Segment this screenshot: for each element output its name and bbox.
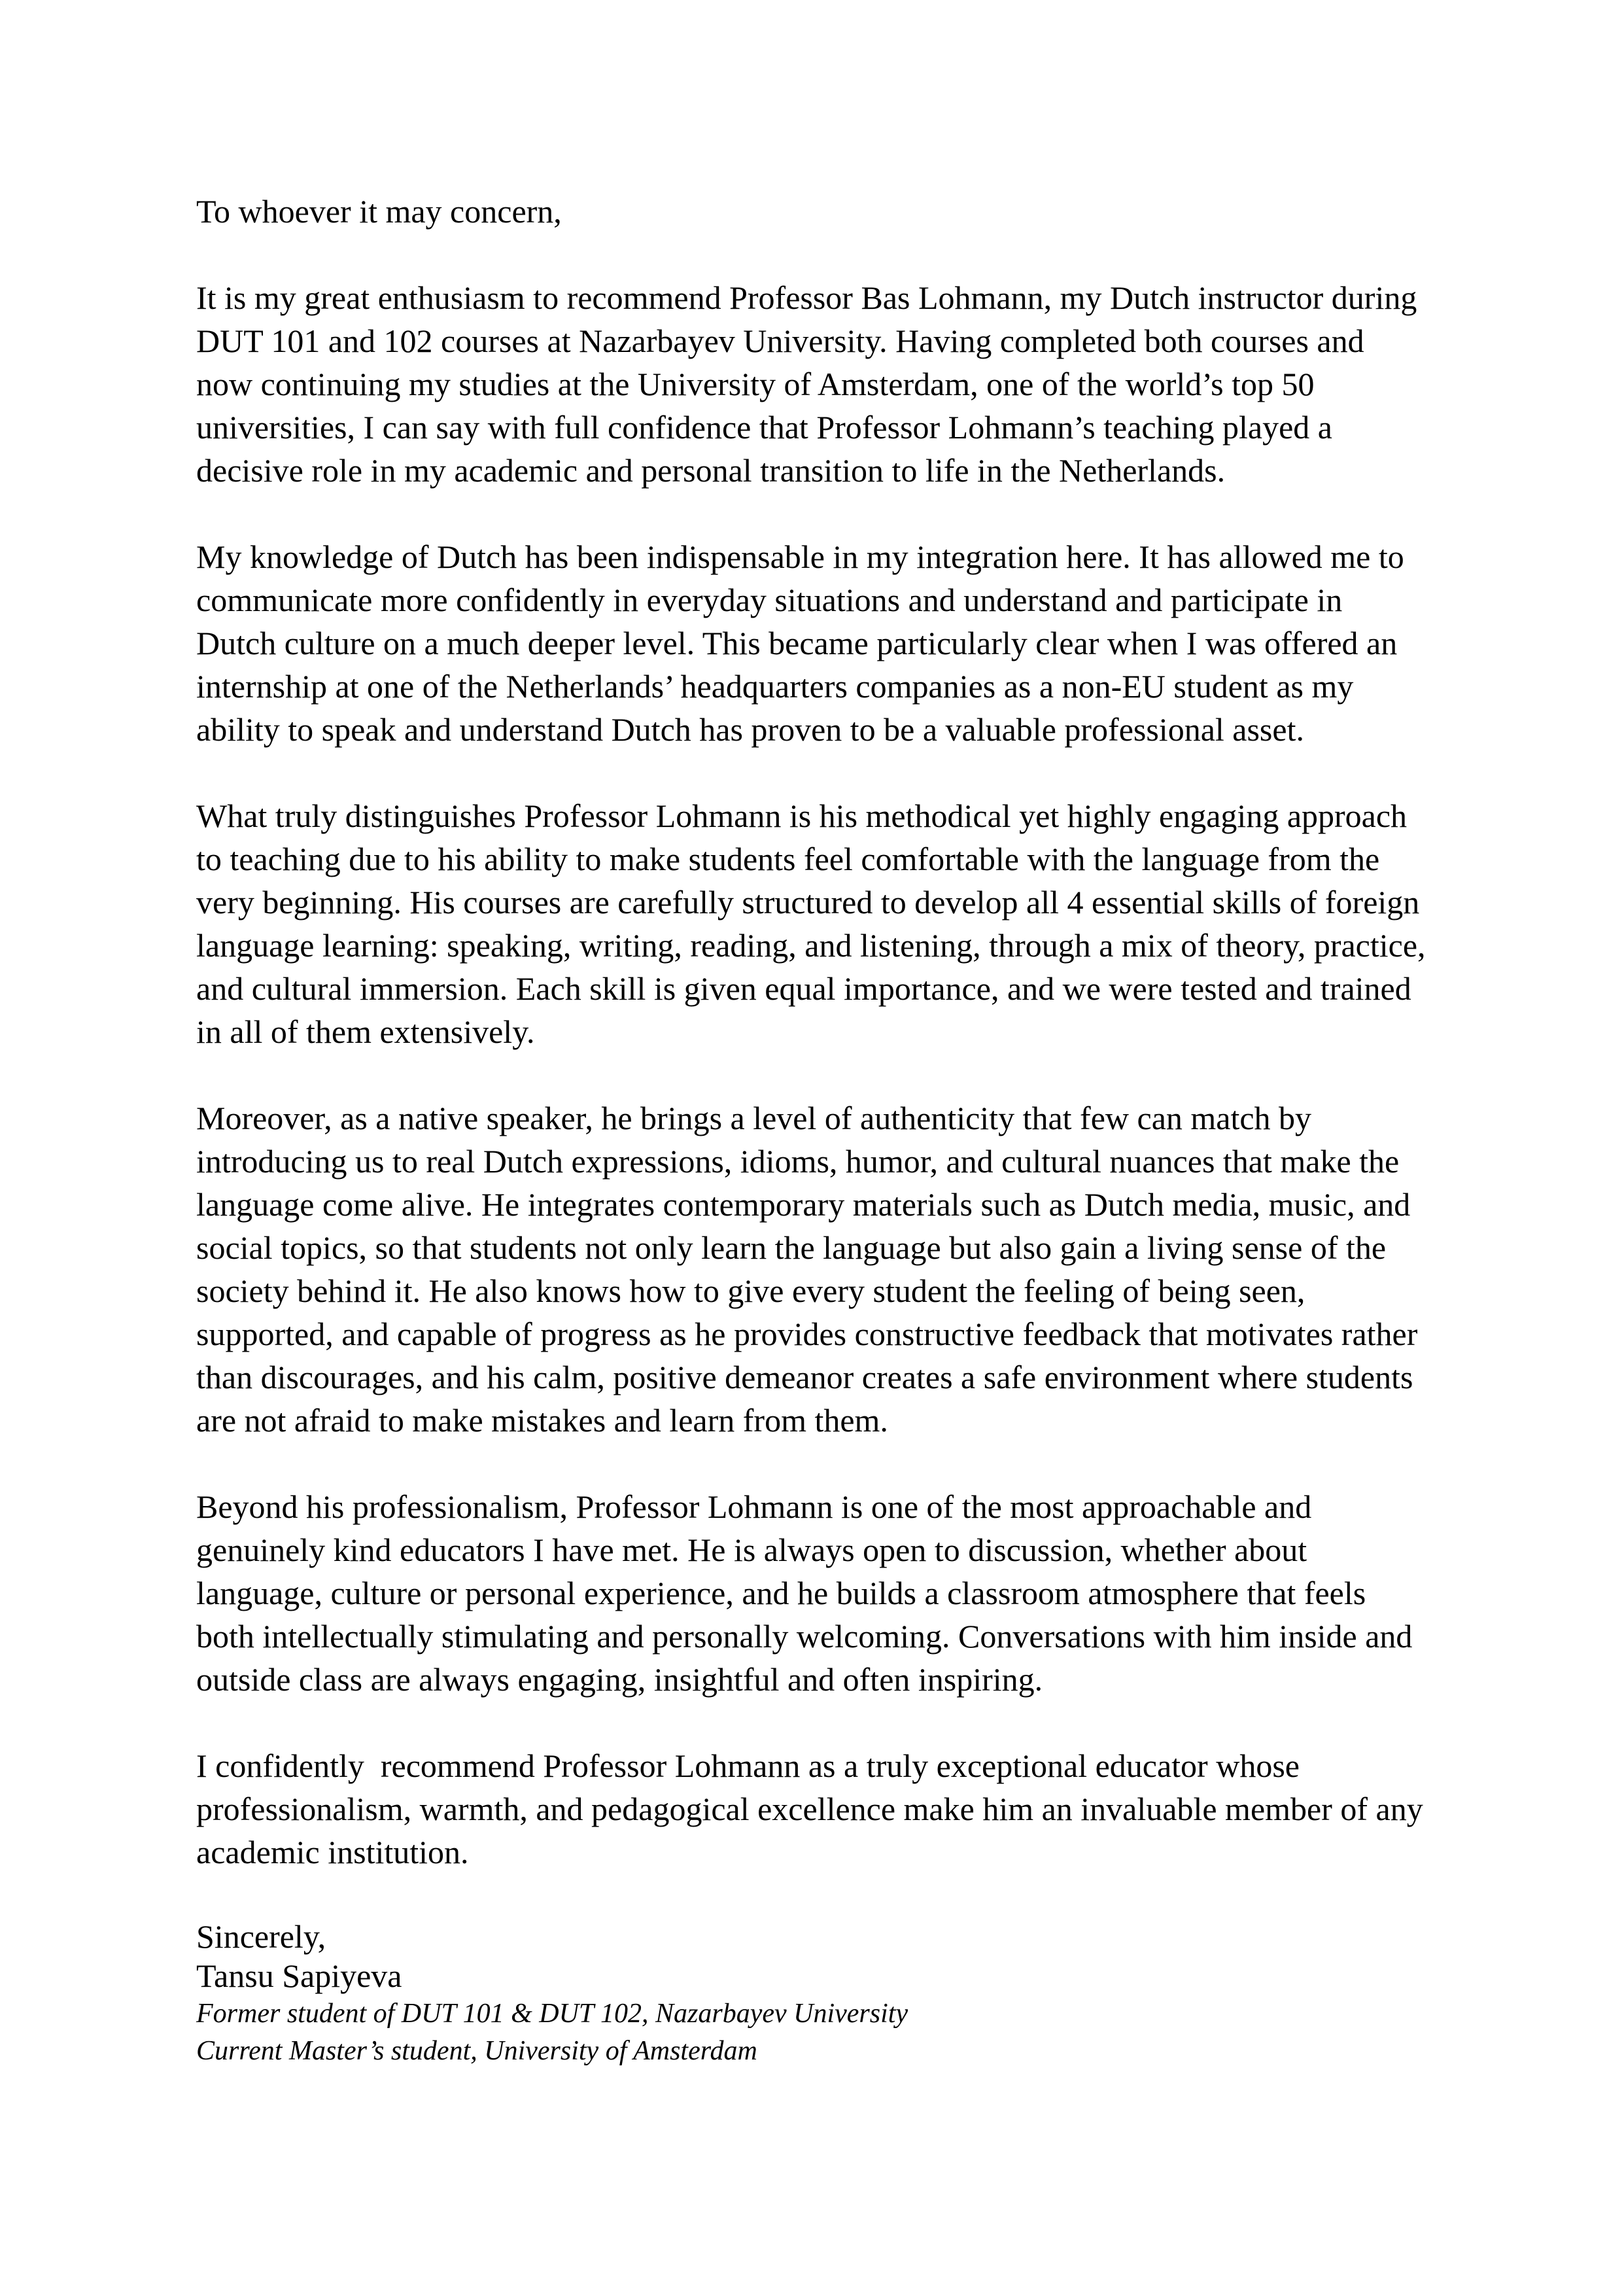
paragraph-teaching-approach: What truly distinguishes Professor Lohmann is his methodical yet highly engaging approach to teaching due to his ability to make students feel comfortable with the language from the very beginning. His courses are carefully structured to develop all 4 essential skills of foreign language learning: speaking, writing, reading, and listening, through a mix of theory, practice, and cultural immersion. Each skill is given equal importance, and we were tested and trained in all of them extensively. <box>196 797 1434 1050</box>
paragraph-introduction: It is my great enthusiasm to recommend Professor Bas Lohmann, my Dutch instructor during DUT 101 and 102 courses at Nazarbayev University. Having completed both courses and now continuing my studies at the University of Amsterdam, one of the world’s top 50 universities, I can say with full confidence that Professor Lohmann’s teaching played a decisive role in my academic and personal transition to life in the Netherlands. <box>196 279 1425 489</box>
paragraph-personality: Beyond his professionalism, Professor Lohmann is one of the most approachable and genuinely kind educators I have met. He is always open to discussion, whether about language, culture or personal experience, and he builds a classroom atmosphere that feels both intellectually stimulating and personally welcoming. Conversations with him inside and outside class are always engaging, insightful and often inspiring. <box>196 1488 1421 1698</box>
salutation: To whoever it may concern, <box>196 193 562 230</box>
paragraph-final-recommendation: I confidently recommend Professor Lohmann as a truly exceptional educator whose professionalism, warmth, and pedagogical excellence make him an invaluable member of any academic institution. <box>196 1747 1432 1870</box>
closing-sincerely: Sincerely, <box>196 1918 326 1955</box>
signature-title-current-masters: Current Master’s student, University of Amsterdam <box>196 2036 757 2066</box>
signature-title-former-student: Former student of DUT 101 & DUT 102, Nazarbayev University <box>196 1999 908 2029</box>
paragraph-native-speaker: Moreover, as a native speaker, he brings a level of authenticity that few can match by introducing us to real Dutch expressions, idioms, humor, and cultural nuances that make the language come alive. He integrates contemporary materials such as Dutch media, music, and social topics, so that students not only learn the language but also gain a living sense of the society behind it. He also knows how to give every student the feeling of being seen, supported, and capable of progress as he provides constructive feedback that motivates rather than discourages, and his calm, positive demeanor creates a safe environment where students are not afraid to make mistakes and learn from them. <box>196 1100 1426 1439</box>
signature-name: Tansu Sapiyeva <box>196 1957 402 1994</box>
paragraph-dutch-knowledge: My knowledge of Dutch has been indispensable in my integration here. It has allowed me to communicate more confidently in everyday situations and understand and participate in Dutch culture on a much deeper level. This became particularly clear when I was offered an internship at one of the Netherlands’ headquarters companies as a non-EU student as my ability to speak and understand Dutch has proven to be a valuable professional asset. <box>196 538 1413 748</box>
